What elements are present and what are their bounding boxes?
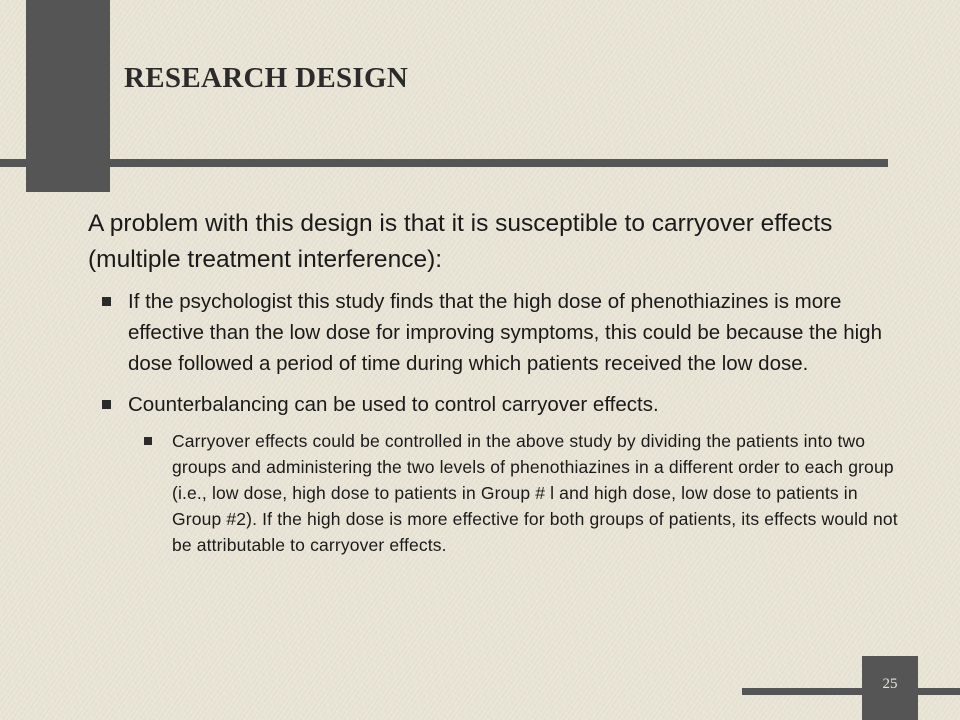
sub-bullet-item <box>128 428 908 558</box>
bullet-text: If the psychologist this study finds that the high dose of phenothiazines is more effective than the low dose for improving symptoms, this could be because the high dose followed a period of time during which patients received the low dose. <box>128 290 882 375</box>
slide-title: RESEARCH DESIGN <box>124 62 409 94</box>
bullet-text: Counterbalancing can be used to control carryover effects. <box>128 393 659 416</box>
sub-bullet-list <box>128 428 908 558</box>
slide-body <box>88 206 908 568</box>
square-bullet-icon <box>144 437 152 445</box>
square-bullet-icon <box>102 297 111 306</box>
footer-divider <box>742 688 960 695</box>
bullet-item <box>88 286 908 379</box>
lead-paragraph: A problem with this design is that it is susceptible to carryover effects (multiple treatment interference): <box>88 210 833 273</box>
title-divider <box>0 159 888 167</box>
bullet-item <box>88 389 908 558</box>
square-bullet-icon <box>102 400 111 409</box>
bullet-list <box>88 286 908 558</box>
page-number: 25 <box>882 676 898 692</box>
sub-bullet-text: Carryover effects could be controlled in the above study by dividing the patients into two groups and administering the two levels of phenothiazines in a different order to each group (i.e., low dose, high dose to patients in Group # l and high dose, low dose to patients in Group #2). If the high dose is more effective for both groups of patients, its effects would not be attributable to carryover effects. <box>172 431 898 555</box>
